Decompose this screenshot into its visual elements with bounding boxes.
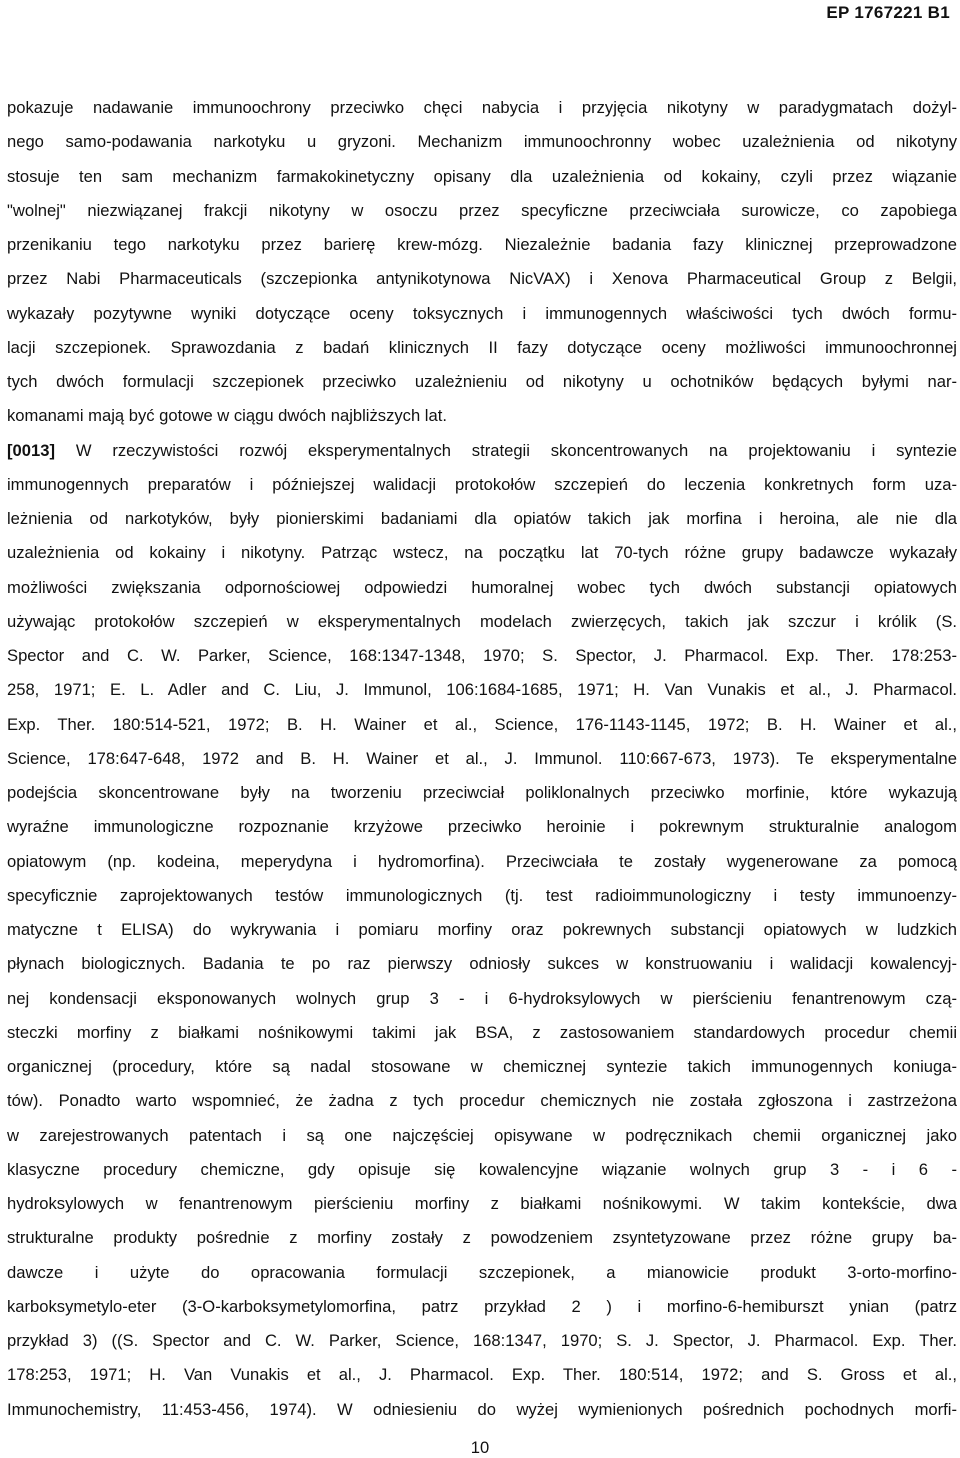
- document-body: [7, 91, 957, 1427]
- text-line: Exp. Ther. 180:514-521, 1972; B. H. Wainer et al., Science, 176-1143-1145, 1972; B. H. Wainer et al.,: [7, 714, 957, 734]
- text-line: wyraźne immunologiczne rozpoznanie krzyżowe przeciwko heroinie i pokrewnym strukturalnie analogom: [7, 817, 957, 837]
- text-line: matyczne t ELISA) do wykrywania i pomiaru morfiny oraz pokrewnych substancji opiatowych w ludzkich: [7, 920, 957, 939]
- text-line: opiatowym (np. kodeina, meperydyna i hydromorfina). Przeciwciała te zostały wygenerowane za pomocą: [7, 851, 957, 871]
- text-line: 178:253, 1971; H. Van Vunakis et al., J. Pharmacol. Exp. Ther. 180:514, 1972; and S. Gross et al.,: [7, 1365, 957, 1385]
- text-line: możliwości zwiększania odpornościowej odpowiedzi humoralnej wobec tych dwóch substancji opiatowych: [7, 577, 957, 597]
- text-line: płynach biologicznych. Badania te po raz pierwszy odniosły sukces w konstruowaniu i walidacji kowalencyj-: [7, 954, 957, 974]
- text-line: W rzeczywistości rozwój eksperymentalnych strategii skoncentrowanych na projektowaniu i syntezie: [75, 440, 957, 460]
- text-line: stosuje ten sam mechanizm farmakokinetyczny opisany dla uzależnienia od kokainy, czyli przez wiązanie: [7, 166, 957, 186]
- text-line: w zarejestrowanych patentach i są one najczęściej opisywane w podręcznikach chemii organicznej jako: [7, 1125, 957, 1145]
- text-line: komanami mają być gotowe w ciągu dwóch najbliższych lat.: [7, 406, 447, 426]
- paragraph-number: [0013]: [7, 440, 55, 460]
- text-line: Spector and C. W. Parker, Science, 168:1347-1348, 1970; S. Spector, J. Pharmacol. Exp. Ther. 178:253-: [7, 646, 957, 665]
- text-line: nego samo-podawania narkotyku u gryzoni. Mechanizm immunoochronny wobec uzależnienia od nikotyny: [7, 132, 957, 152]
- text-line: uzależnienia od kokainy i nikotyny. Patrząc wstecz, na początku lat 70-tych różne grupy badawcze wykazały: [7, 543, 957, 563]
- text-line: steczki morfiny z białkami nośnikowymi takimi jak BSA, z zastosowaniem standardowych procedur chemii: [7, 1022, 957, 1042]
- text-line: nej kondensacji eksponowanych wolnych grup 3 - i 6-hydroksylowych w pierścieniu fenantrenowym czą-: [7, 988, 957, 1008]
- text-line: specyficznie zaprojektowanych testów immunologicznych (tj. test radioimmunologiczny i testy immunoenzy-: [7, 885, 957, 905]
- text-line: hydroksylowych w fenantrenowym pierścieniu morfiny z białkami nośnikowymi. W takim kontekście, dwa: [7, 1194, 957, 1213]
- text-line: immunogennych preparatów i późniejszej walidacji protokołów szczepień do leczenia konkretnych form uza-: [7, 474, 957, 494]
- text-line: tych dwóch formulacji szczepionek przeciwko uzależnieniu od nikotyny u ochotników będących byłymi nar-: [7, 372, 957, 391]
- text-line: Science, 178:647-648, 1972 and B. H. Wainer et al., J. Immunol. 110:667-673, 1973). Te eksperymentalne: [7, 748, 957, 768]
- text-line: leżnienia od narkotyków, były pionierskimi badaniami dla opiatów takich jak morfina i heroina, ale nie dla: [7, 509, 957, 528]
- text-line: strukturalne produkty pośrednie z morfiny zostały z powodzeniem zsyntetyzowane przez różne grupy ba-: [7, 1228, 957, 1248]
- text-line: przenikaniu tego narkotyku przez barierę krew-mózg. Niezależnie badania fazy klinicznej przeprowadzone: [7, 235, 957, 254]
- text-line: klasyczne procedury chemiczne, gdy opisuje się kowalencyjne wiązanie wolnych grup 3 - i 6 -: [7, 1159, 957, 1179]
- text-line: lacji szczepionek. Sprawozdania z badań klinicznych II fazy dotyczące oceny możliwości immunoochronnej: [7, 337, 957, 357]
- document-id-header: EP 1767221 B1: [826, 3, 950, 22]
- text-line: pokazuje nadawanie immunoochrony przeciwko chęci nabycia i przyjęcia nikotyny w paradygmatach dożyl-: [7, 98, 957, 117]
- text-line: tów). Ponadto warto wspomnieć, że żadna z tych procedur chemicznych nie została zgłoszona i zastrzeżona: [7, 1091, 957, 1111]
- text-line: podejścia skoncentrowane były na tworzeniu przeciwciał poliklonalnych przeciwko morfinie, które wykazują: [7, 783, 957, 802]
- text-line: przez Nabi Pharmaceuticals (szczepionka antynikotynowa NicVAX) i Xenova Pharmaceutical Group z Belgii,: [7, 269, 957, 289]
- text-line: "wolnej" niezwiązanej frakcji nikotyny w osoczu przez specyficzne przeciwciała surowicze, co zapobiega: [7, 200, 957, 220]
- text-line: karboksymetylo-eter (3-O-karboksymetylomorfina, patrz przykład 2 ) i morfino-6-hemiburszt ynian (patrz: [7, 1296, 957, 1316]
- text-line: organicznej (procedury, które są nadal stosowane w chemicznej syntezie takich immunogennych koniuga-: [7, 1057, 957, 1076]
- text-line: dawcze i użyte do opracowania formulacji szczepionek, a mianowicie produkt 3-orto-morfino-: [7, 1262, 957, 1282]
- text-line: 258, 1971; E. L. Adler and C. Liu, J. Immunol, 106:1684-1685, 1971; H. Van Vunakis et al., J. Pharmacol.: [7, 680, 957, 700]
- page-number: 10: [470, 1438, 490, 1457]
- text-line: używając protokołów szczepień w eksperymentalnych modelach zwierzęcych, takich jak szczur i królik (S.: [7, 611, 957, 631]
- text-line: przykład 3) ((S. Spector and C. W. Parker, Science, 168:1347, 1970; S. J. Spector, J. Pharmacol. Exp. Ther.: [7, 1331, 957, 1350]
- text-line: wykazały pozytywne wyniki dotyczące oceny toksycznych i immunogennych właściwości tych dwóch formu-: [7, 303, 957, 323]
- text-line: Immunochemistry, 11:453-456, 1974). W odniesieniu do wyżej wymienionych pośrednich pochodnych morfi-: [7, 1399, 957, 1419]
- paragraph-0013-first-line: [7, 434, 957, 468]
